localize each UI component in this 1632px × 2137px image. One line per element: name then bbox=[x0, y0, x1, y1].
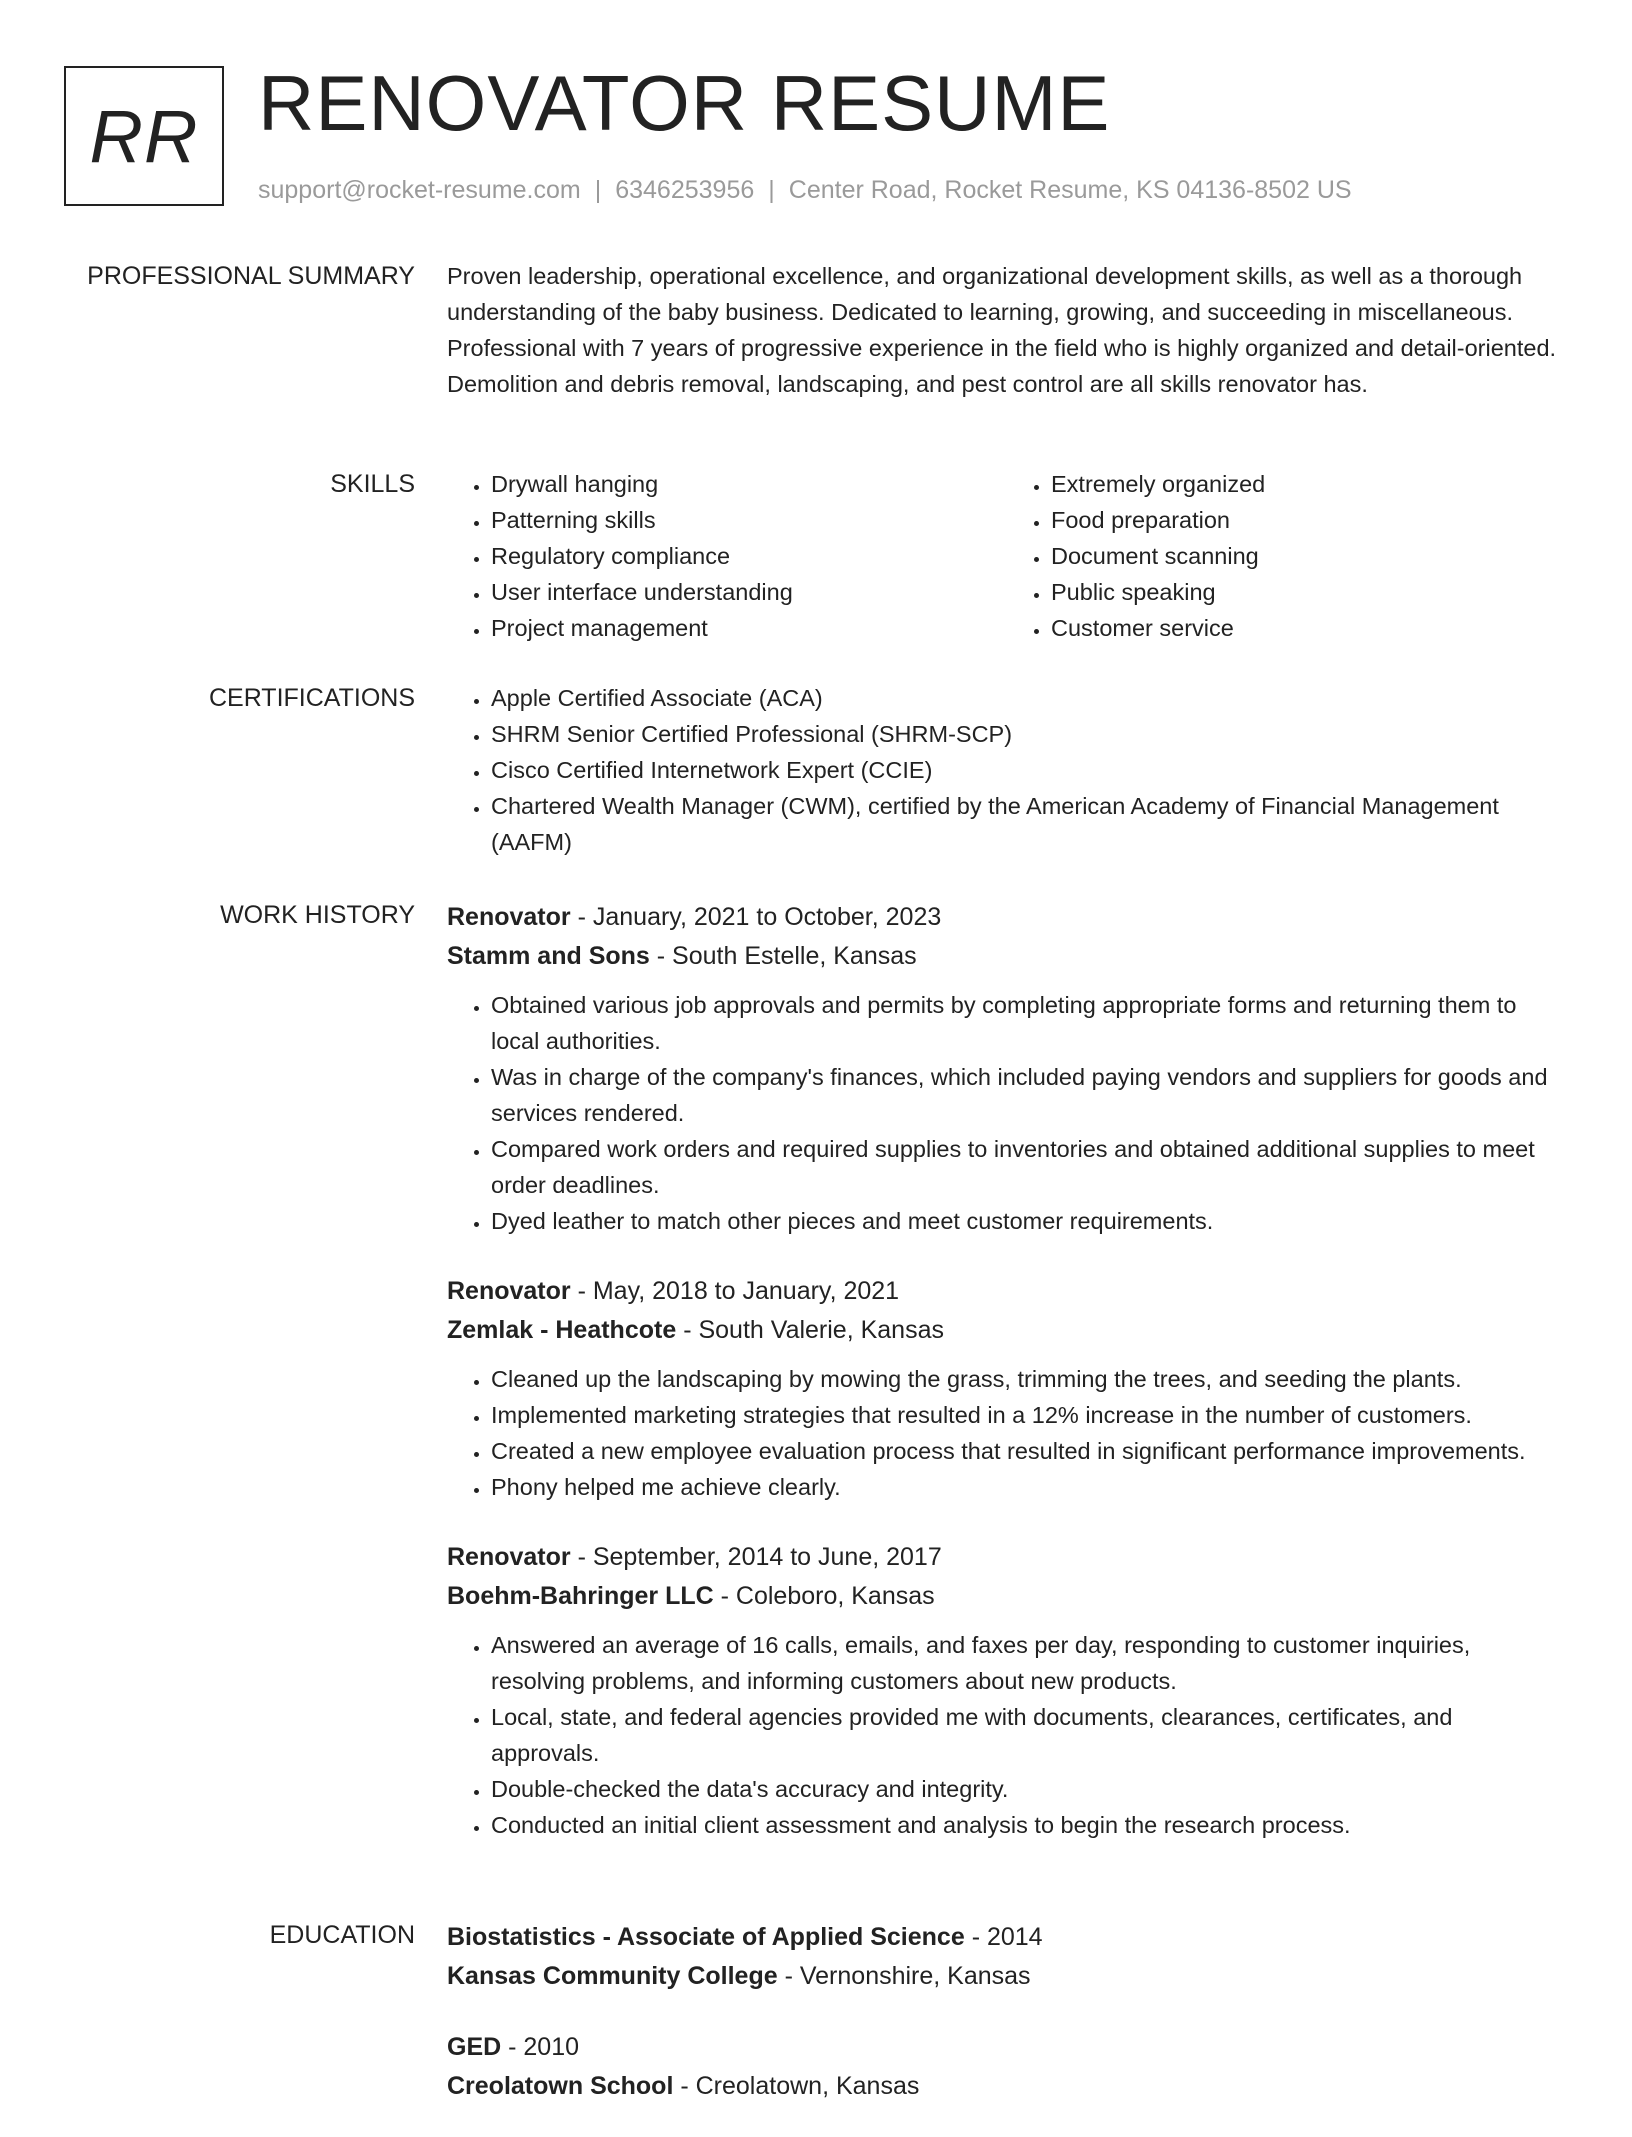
job-dates: - January, 2021 to October, 2023 bbox=[570, 903, 942, 931]
job-company: Zemlak - Heathcote bbox=[447, 1316, 677, 1344]
certifications-content bbox=[447, 680, 1567, 860]
work-history-label: WORK HISTORY bbox=[220, 901, 415, 929]
certification-item: • SHRM Senior Certified Professional (SHRM-SCP) bbox=[491, 716, 1567, 752]
job-bullets bbox=[447, 1627, 1567, 1843]
job-bullet: • Implemented marketing strategies that resulted in a 12% increase in the number of customers. bbox=[491, 1397, 1567, 1433]
job-bullet: • Cleaned up the landscaping by mowing the grass, trimming the trees, and seeding the plants. bbox=[491, 1361, 1567, 1397]
skill-item: • Food preparation bbox=[1051, 502, 1567, 538]
job-title: Renovator bbox=[447, 1543, 571, 1571]
contact-separator: | bbox=[768, 176, 775, 204]
skill-item: • Regulatory compliance bbox=[491, 538, 1007, 574]
job-title-line bbox=[447, 1271, 1567, 1311]
education-school-line bbox=[447, 2067, 1567, 2105]
skill-item: • Project management bbox=[491, 610, 1007, 646]
certification-item: • Cisco Certified Internetwork Expert (CCIE) bbox=[491, 752, 1567, 788]
contact-address: Center Road, Rocket Resume, KS 04136-8502 US bbox=[788, 176, 1352, 204]
job-company: Boehm-Bahringer LLC bbox=[447, 1582, 714, 1610]
job-entry bbox=[447, 1537, 1567, 1843]
monogram-box bbox=[64, 66, 224, 206]
education-content bbox=[447, 1917, 1567, 2137]
job-title: Renovator bbox=[447, 903, 571, 931]
job-title: Renovator bbox=[447, 1277, 571, 1305]
job-dates: - September, 2014 to June, 2017 bbox=[570, 1543, 942, 1571]
job-dates: - May, 2018 to January, 2021 bbox=[570, 1277, 900, 1305]
education-school: Kansas Community College bbox=[447, 1962, 778, 1990]
job-title-line bbox=[447, 1537, 1567, 1577]
contact-separator: | bbox=[594, 176, 602, 204]
contact-line bbox=[258, 176, 1352, 205]
skill-item: • User interface understanding bbox=[491, 574, 1007, 610]
skill-item: • Customer service bbox=[1051, 610, 1567, 646]
job-title-line bbox=[447, 897, 1567, 937]
job-company: Stamm and Sons bbox=[447, 942, 650, 970]
skill-item: • Public speaking bbox=[1051, 574, 1567, 610]
skill-item: • Patterning skills bbox=[491, 502, 1007, 538]
job-location: - South Valerie, Kansas bbox=[676, 1316, 944, 1344]
education-school: Creolatown School bbox=[447, 2072, 674, 2100]
education-degree: GED bbox=[447, 2033, 502, 2061]
education-degree-line bbox=[447, 1917, 1567, 1957]
skill-item: • Drywall hanging bbox=[491, 466, 1007, 502]
skill-item: • Extremely organized bbox=[1051, 466, 1567, 502]
certifications-list bbox=[447, 680, 1567, 860]
job-company-line bbox=[447, 937, 1567, 975]
job-bullet: • Obtained various job approvals and permits by completing appropriate forms and returning them to local authorities. bbox=[491, 987, 1567, 1059]
education-label: EDUCATION bbox=[269, 1921, 415, 1949]
education-year: - 2014 bbox=[964, 1923, 1043, 1951]
contact-phone: 6346253956 bbox=[615, 176, 755, 204]
job-bullet: • Phony helped me achieve clearly. bbox=[491, 1469, 1567, 1505]
education-school-line bbox=[447, 1957, 1567, 1995]
job-bullet: • Conducted an initial client assessment and analysis to begin the research process. bbox=[491, 1807, 1567, 1843]
certifications-label: CERTIFICATIONS bbox=[208, 684, 415, 712]
job-bullet: • Created a new employee evaluation process that resulted in significant performance improvements. bbox=[491, 1433, 1567, 1469]
education-degree-line bbox=[447, 2027, 1567, 2067]
certification-item: • Chartered Wealth Manager (CWM), certified by the American Academy of Financial Management (AAFM) bbox=[491, 788, 1567, 860]
job-bullets bbox=[447, 987, 1567, 1239]
education-entry bbox=[447, 1917, 1567, 1995]
monogram-text: RR bbox=[89, 94, 199, 178]
resume-title: RENOVATOR RESUME bbox=[258, 59, 1111, 147]
job-bullet: • Dyed leather to match other pieces and meet customer requirements. bbox=[491, 1203, 1567, 1239]
job-entry bbox=[447, 1271, 1567, 1505]
job-bullet: • Compared work orders and required supplies to inventories and obtained additional supplies to meet order deadlines. bbox=[491, 1131, 1567, 1203]
skill-item: • Document scanning bbox=[1051, 538, 1567, 574]
work-history-content bbox=[447, 897, 1567, 1875]
job-bullet: • Was in charge of the company's finances, which included paying vendors and suppliers for goods and services rendered. bbox=[491, 1059, 1567, 1131]
job-bullet: • Double-checked the data's accuracy and integrity. bbox=[491, 1771, 1567, 1807]
job-entry bbox=[447, 897, 1567, 1239]
education-year: - 2010 bbox=[501, 2033, 580, 2061]
skills-label: SKILLS bbox=[330, 470, 415, 498]
skills-columns bbox=[447, 466, 1567, 646]
skills-list-left bbox=[447, 466, 1007, 646]
job-company-line bbox=[447, 1311, 1567, 1349]
job-location: - Coleboro, Kansas bbox=[713, 1582, 935, 1610]
education-location: - Vernonshire, Kansas bbox=[777, 1962, 1031, 1990]
job-location: - South Estelle, Kansas bbox=[649, 942, 917, 970]
job-bullet: • Answered an average of 16 calls, emails, and faxes per day, responding to customer inquiries, resolving problems, and informing customers about new products. bbox=[491, 1627, 1567, 1699]
skills-list-right bbox=[1007, 466, 1567, 646]
summary-text: Proven leadership, operational excellence, and organizational development skills, as well as a thorough understanding of the baby business. Dedicated to learning, growing, and succeeding in miscellaneous. Professional with 7 years of progressive experience in the field who is highly organized and detail-oriented. Demolition and debris removal, landscaping, and pest control are all skills renovator has. bbox=[447, 263, 1557, 397]
summary-label: PROFESSIONAL SUMMARY bbox=[87, 262, 415, 290]
contact-email: support@rocket-resume.com bbox=[258, 176, 581, 204]
job-company-line bbox=[447, 1577, 1567, 1615]
education-entry bbox=[447, 2027, 1567, 2105]
certification-item: • Apple Certified Associate (ACA) bbox=[491, 680, 1567, 716]
job-bullet: • Local, state, and federal agencies provided me with documents, clearances, certificates, and approvals. bbox=[491, 1699, 1567, 1771]
job-bullets bbox=[447, 1361, 1567, 1505]
education-degree: Biostatistics - Associate of Applied Science bbox=[447, 1923, 965, 1951]
education-location: - Creolatown, Kansas bbox=[673, 2072, 920, 2100]
